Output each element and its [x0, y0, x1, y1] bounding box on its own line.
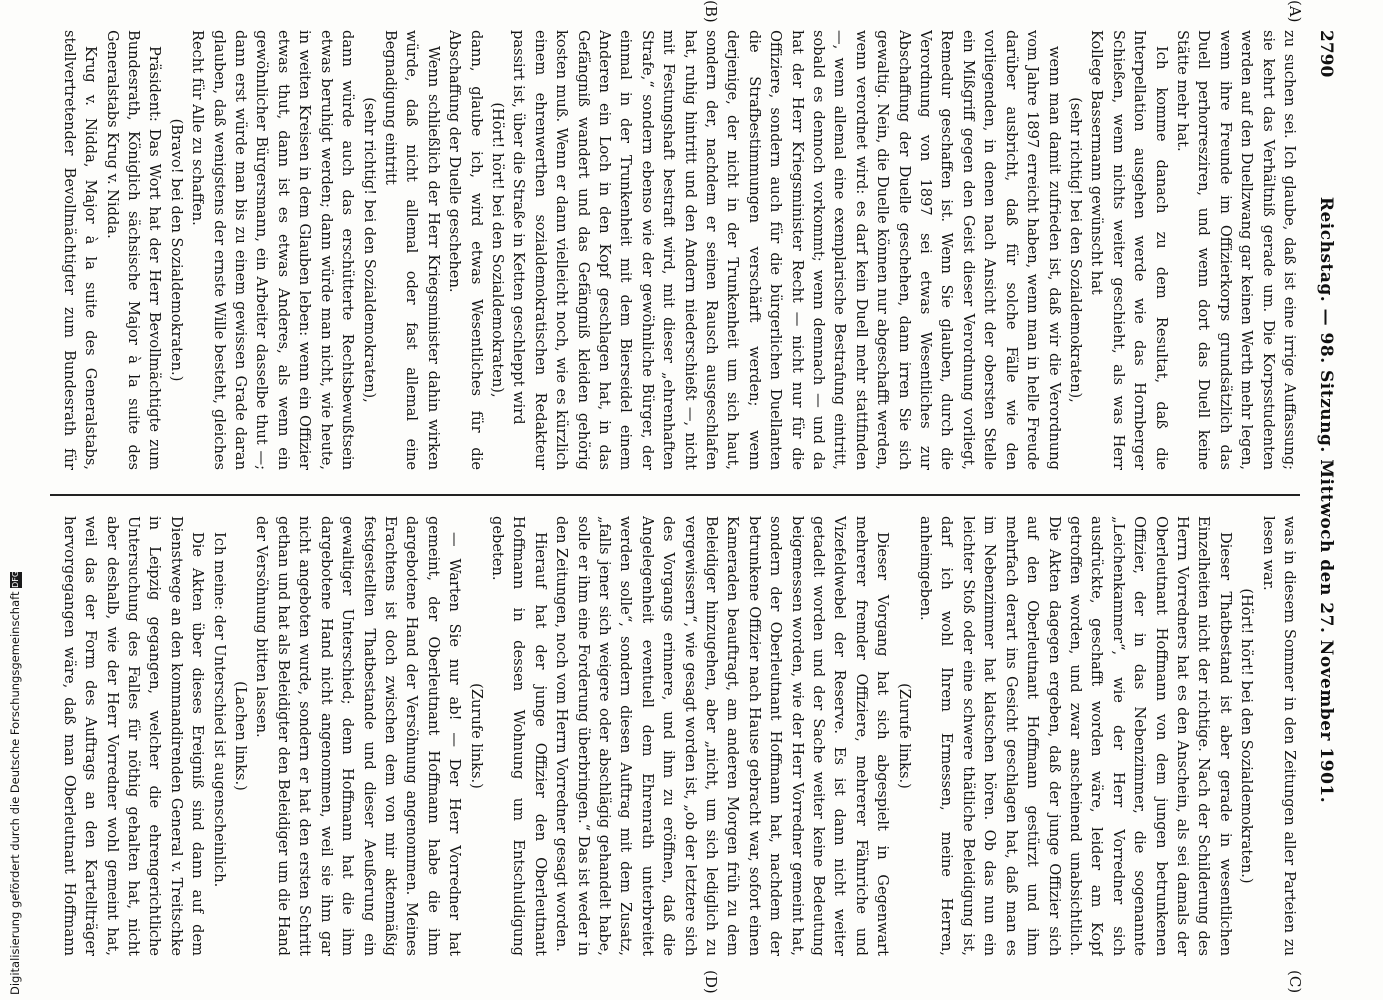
- rotated-page-content: [40, 0, 1340, 994]
- paragraph: Wenn schließlich der Herr Kriegsminister dahin wirken würde, daß nicht allemal oder fast allemal eine Begnadigung eintritt: [381, 30, 442, 470]
- funding-note: [8, 0, 28, 995]
- paragraph: Krug v. Nidda, Major à la suite des Generalstabs, stellvertretender Bevollmächtigter zum Bundesrath für: [60, 30, 100, 470]
- paragraph: (sehr richtig! bei den Sozialdemokraten),: [1066, 97, 1084, 403]
- paragraph: (Zurufe links.): [467, 683, 485, 789]
- paragraph: (Bravo! bei den Sozialdemokraten.): [167, 118, 185, 382]
- column-divider: [50, 494, 1300, 496]
- paragraph: Ich komme danach zu dem Resultat, daß die Interpellation ausgehen werde wie das Hornberger Schießen, wenn nichts weiter geschieht, als was Herr Kollege Bassermann gewünscht hat: [1088, 30, 1170, 470]
- paragraph: Hierauf hat der junge Offizier den Oberleutnant Hoffmann in dessen Wohnung um Entschuldigung gebeten.: [488, 516, 549, 956]
- paragraph: dann, glaube ich, wird etwas Wesentliches für die Abschaffung der Duelle geschehen.: [446, 30, 485, 470]
- footer-note-text: Digitalisierung gefördert durch die Deutsche Forschungsgemeinschaft: [8, 591, 22, 995]
- paragraph: dann würde auch das erschütterte Rechtsbewußtsein etwas beruhigt werden; dann würde man nicht, wie heute, in weiten Kreisen in dem Glauben leben: wenn ein Offizier etwas thut, dann ist es etwas Anderes, als wenn ein gewöhnlicher Bürgersmann, ein Arbeiter dasselbe thut —; dann erst würde man bis zu einem gewissen Grade daran glauben, daß wenigstens der ernste Wille besteht, gleiches Recht für Alle zu schaffen.: [189, 30, 357, 470]
- margin-mark-d: (D): [702, 970, 720, 994]
- paragraph: Präsident: Das Wort hat der Herr Bevollmächtigte zum Bundesrath, Königlich sächsische Major à la suite des Generalstabs Krug v. Nidda.: [103, 30, 164, 470]
- page-number: 2790: [1316, 30, 1336, 78]
- paragraph: (Hört! hört! bei den Sozialdemokraten),: [488, 102, 506, 398]
- paragraph: wenn man damit zufrieden ist, daß wir die Verordnung vom Jahre 1897 erreicht haben, wenn man in helle Freude darüber ausbricht, daß für solche Fälle wie den vorliegenden, in denen nach Ansicht der obersten Stelle ein Mißgriff gegen den Geist dieser Verordnung vorliegt, Remedur geschaffen ist. Wenn Sie glauben, durch die Verordnung von 1897 sei etwas Wesentliches zur Abschaffung der Duelle geschehen, dann irren Sie sich gewaltig. Nein, die Duelle können nur abgeschafft werden, wenn verordnet wird: es darf kein Duell mehr stattfinden —, wenn allemal eine exemplarische Bestrafung eintritt, sobald es dennoch vorkommt; wenn demnach — und da hat der Herr Kriegsminister Recht — nicht nur für die Offiziere, sondern auch für die bürgerlichen Duellanten die Strafbestimmungen verschärft werden; wenn derjenige, der nicht in der Trunkenheit um sich haut, sondern der, nachdem er seinen Rausch ausgeschlafen hat, ruhig hintritt und den Andern niederschießt —, nicht mit Festungshaft bestraft wird, mit dieser „ehrenhaften Strafe,“ sondern ebenso wie der gewöhnliche Bürger, der einmal in der Trunkenheit mit dem Bierseidel einem Anderen ein Loch in den Kopf geschlagen hat, in das Gefängniß wandert und das Gefängniß kleiden gehörig kosten muß. Wenn er dann vielleicht noch, wie es kürzlich einem ehrenwerthen sozialdemokratischen Redakteur passirt ist, über die Straße in Ketten geschleppt wird: [510, 30, 1063, 470]
- page-header: [1310, 30, 1340, 970]
- left-column: [60, 30, 1300, 470]
- paragraph: (Hört! hört! bei den Sozialdemokraten.): [1238, 588, 1256, 884]
- running-title: Reichstag. — 98. Sitzung. Mittwoch den 27. November 1901.: [1316, 196, 1336, 804]
- paragraph: (Zurufe links.): [895, 683, 913, 789]
- paragraph: (sehr richtig! bei den Sozialdemokraten),: [360, 97, 378, 403]
- paragraph: Dieser Thatbestand ist aber gerade in wesentlichen Einzelheiten nicht der richtige. Nach der Schilderung des Herrn Vorredners hat es den Anschein, als sei damals der Oberleutnant Hoffmann von dem jungen betrunkenen Offizier, der in das Nebenzimmer, die sogenannte „Leichenkammer“, wie der Herr Vorredner sich ausdrückte, geschafft worden wäre, leider am Kopf getroffen worden, und zwar anscheinend unabsichtlich. Die Akten dagegen ergeben, daß der junge Offizier sich auf den Oberleutnant Hoffmann gestürzt und ihm mehrfach derart ins Gesicht geschlagen hat, daß man es im Nebenzimmer hat klatschen hören. Ob das nun ein leichter Stoß oder eine schwere thätliche Beleidigung ist, darf ich wohl Ihrem Ermessen, meine Herren, anheimgeben.: [917, 516, 1234, 956]
- paragraph: Dieser Vorgang hat sich abgespielt in Gegenwart mehrerer fremder Offiziere, mehrerer Fähnriche und Vizefeldwebel der Reserve. Es ist dann nicht weiter getadelt worden und der Sache weiter keine Bedeutung beigemessen worden, wie der Herr Vorredner gemeint hat, sondern der Oberleutnant Hoffmann hat, nachdem der betrunkene Offizier nach Hause gebracht war, sofort einen Kameraden beauftragt, am anderen Morgen früh zu dem Beleidiger hinzugehen, aber „nicht, um sich lediglich zu vergewissern“, wie gesagt worden ist, „ob der letztere sich des Vorgangs erinnere, und ihm zu eröffnen, daß die Angelegenheit eventuell dem Ehrenrath unterbreitet werden solle“, sondern diesen Auftrag mit dem Zusatz, „falls jener sich weigere oder abschlägig gehandelt habe, solle er ihm eine Forderung überbringen.“ Das ist weder in den Zeitungen, noch vom Herrn Vorredner gesagt worden.: [553, 516, 892, 956]
- paragraph: zu suchen sei. Ich glaube, daß ist eine irrige Auffassung; sie kehrt das Verhältniß gerade um. Die Korpsstudenten werden auf den Duellzwang gar keinen Werth mehr legen, wenn ihre Freunde im Offizierkorps grundsätzlich das Duell perhorresziren, und wenn dort das Duell keine Stätte mehr hat.: [1173, 30, 1298, 470]
- paragraph: Ich meine: der Unterschied ist augenscheinlich.: [210, 532, 228, 888]
- margin-mark-a: (A): [1286, 0, 1304, 23]
- paragraph: — Warten Sie nur ab! — Der Herr Vorredner hat gemeint, der Oberleutnant Hoffmann habe die ihm dargebotene Hand der Versöhnung angenommen. Meines Erachtens ist doch zwischen dem von mir aktenmäßig festgestellten Thatbestande und dieser Aeußerung ein gewaltiger Unterschied; denn Hoffmann hat die ihm dargebotene Hand nicht angenommen, weil sie ihm gar nicht angeboten wurde, sondern er hat den ersten Schritt gethan und hat als Beleidigter den Beleidiger um die Hand der Versöhnung bitten lassen.: [253, 516, 464, 956]
- right-column: [60, 516, 1300, 956]
- paragraph: was in diesem Sommer in den Zeitungen aller Parteien zu lesen war.: [1259, 516, 1298, 956]
- paragraph: Die Akten über dieses Ereigniß sind dann auf dem Dienstwege an den kommandirenden General v. Treitschke in Leipzig gegangen, welcher die ehrengerichtliche Untersuchung des Falles für nöthig gehalten hat, nicht aber deshalb, wie der Herr Vorredner wohl gemeint hat, weil das der Form des Auftrags an den Kartellträger hervorgegangen wäre, daß man Oberleutnant Hoffmann: [60, 516, 207, 956]
- margin-mark-b: (B): [702, 0, 720, 23]
- paragraph: (Lachen links.): [232, 681, 250, 791]
- margin-mark-c: (C): [1286, 970, 1304, 994]
- dfg-logo-icon: DFG: [10, 570, 20, 588]
